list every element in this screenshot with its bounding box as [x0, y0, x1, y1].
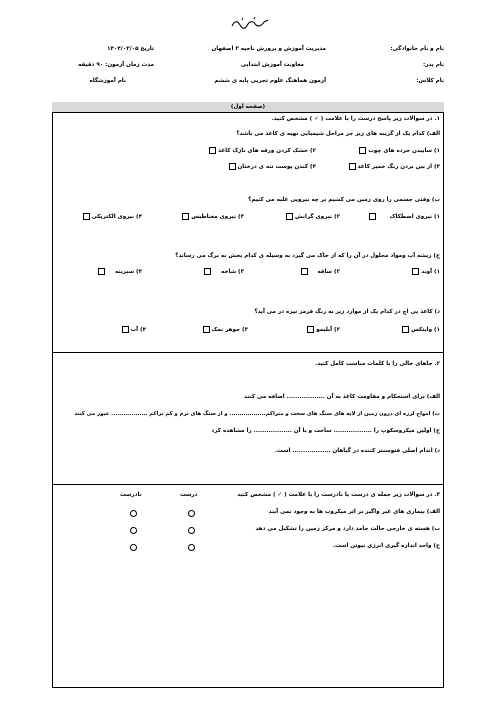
q1c-option[interactable]: ۴) سبزینه: [98, 268, 142, 276]
name-label: نام و نام خانوادگی:: [390, 46, 444, 52]
checkbox[interactable]: [402, 326, 409, 333]
q1b-option[interactable]: ۳) نیروی مغناطیس: [182, 213, 244, 221]
q1c-option[interactable]: ۳) شاخه: [204, 268, 244, 276]
bismillah-logo: [230, 16, 270, 30]
checkbox[interactable]: [307, 326, 314, 333]
checkbox[interactable]: [412, 268, 419, 275]
q1a-option[interactable]: ۱) ساییدن خرده های چوب: [359, 147, 440, 155]
checkbox[interactable]: [286, 213, 293, 220]
school-label: نام آموزشگاه: [89, 78, 126, 84]
exam-title: آزمون هماهنگ علوم تجربی پایه ی ششم: [214, 78, 326, 84]
true-radio[interactable]: [188, 527, 195, 534]
false-column-header: نادرست: [120, 492, 142, 498]
q3-item: ب) هسته ی خارجی حالت جامد دارد و مرکز زمین را تشکیل می دهد: [255, 526, 440, 532]
divider: [52, 352, 444, 353]
q1c-option[interactable]: ۱) آوند: [412, 268, 440, 276]
q1a-option[interactable]: ۲) خشک کردن ورقه های نازک کاغذ: [209, 147, 316, 155]
checkbox[interactable]: [122, 326, 129, 333]
true-radio[interactable]: [188, 544, 195, 551]
q3-title: ۳. در سوالات زیر جمله ی درست یا نادرست را با علامت ( ✓ ) مشخص کنید: [237, 492, 440, 498]
divider: [52, 484, 444, 485]
q2-title: ۲. جاهای خالی را با کلمات مناسب کامل کنید.: [315, 361, 440, 367]
q1b-question: ب) وقتی جسمی را روی زمین می کشیم بر چه نیرویی غلبه می کنیم؟: [248, 197, 440, 203]
checkbox[interactable]: [204, 268, 211, 275]
checkbox[interactable]: [301, 268, 308, 275]
page-label: (صفحه اول): [230, 104, 266, 110]
q1a-option[interactable]: ۳) از بین بردن رنگ خمیر کاغذ: [349, 163, 440, 171]
q1b-option[interactable]: ۱) نیروی اصطکاک: [369, 213, 440, 221]
class-label: نام کلاس:: [416, 78, 444, 84]
father-label: نام پدر:: [422, 62, 444, 68]
q2-item: ج) اولین میکروسکوپ را .................. ساخت و با آن .................. را مشاهده کرد: [211, 428, 440, 434]
org-name: مدیریت آموزش و پرورش ناحیه ۳ اصفهان: [211, 46, 326, 52]
checkbox[interactable]: [98, 268, 105, 275]
q2-item: الف) برای استحکام و مقاومت کاغذ به آن .................. اضافه می کنند: [244, 394, 440, 400]
checkbox[interactable]: [349, 163, 356, 170]
checkbox[interactable]: [203, 326, 210, 333]
checkbox[interactable]: [229, 163, 236, 170]
checkbox[interactable]: [359, 147, 366, 154]
q1c-option[interactable]: ۲) ساقه: [301, 268, 340, 276]
q1d-question: د) کاغذ پی اچ در کدام یک از موارد زیر به رنگ قرمز تیره در می آید؟: [254, 309, 440, 315]
checkbox[interactable]: [182, 213, 189, 220]
q1d-option[interactable]: ۴) آب: [122, 326, 146, 334]
checkbox[interactable]: [83, 213, 90, 220]
false-radio[interactable]: [130, 544, 137, 551]
q1a-question: الف) کدام یک از گزینه های زیر جز مراحل شیمیایی تهیه ی کاغذ می باشد؟: [236, 131, 440, 137]
exam-duration: مدت زمان آزمون: ۹۰ دقیقه: [78, 62, 154, 68]
exam-page: [52, 8, 444, 693]
q1d-option[interactable]: ۳) جوهر نمک: [203, 326, 248, 334]
true-column-header: درست: [180, 492, 198, 498]
checkbox[interactable]: [369, 213, 376, 220]
true-radio[interactable]: [188, 510, 195, 517]
q1-title: ۱. در سوالات زیر پاسخ درست را با علامت ( ✓ ) مشخص کنید.: [271, 116, 440, 122]
q1c-question: ج) ریشه آب ومواد محلول در آن را که از خاک می گیرد به وسیله ی کدام بخش به برگ می رساند؟: [175, 253, 440, 259]
q3-item: ج) واحد اندازه گیری انرژی نیوتن است.: [332, 543, 440, 549]
q1d-option[interactable]: ۲) آبلیمو: [307, 326, 340, 334]
q1d-option[interactable]: ۱) وایتکس: [402, 326, 440, 334]
false-radio[interactable]: [130, 527, 137, 534]
checkbox[interactable]: [209, 147, 216, 154]
q1b-option[interactable]: ۲) نیروی گرانش: [286, 213, 340, 221]
q1b-option[interactable]: ۴) نیروی الکتریکی: [83, 213, 142, 221]
exam-date: تاریخ ۱۴۰۴/۰۳/۰۵: [107, 46, 154, 52]
q3-item: الف) بیماری های غیر واگیر بر اثر میکروب ها به وجود نمی آیند: [268, 509, 440, 515]
q1a-option[interactable]: ۴) کندن پوست تنه ی درختان: [229, 163, 316, 171]
q2-item: د) اندام اصلی فتوسنتز کننده در گیاهان .................. است.: [274, 448, 440, 454]
false-radio[interactable]: [130, 510, 137, 517]
org-deputy: معاونت آموزش ابتدایی: [240, 62, 304, 68]
q2-item: ب) امواج لرزه ای درون زمین از لایه های سنگ های سخت و متراکم.................. و از سنگ های نرم و کم تراکم .................. عبور می کنند: [74, 411, 440, 417]
